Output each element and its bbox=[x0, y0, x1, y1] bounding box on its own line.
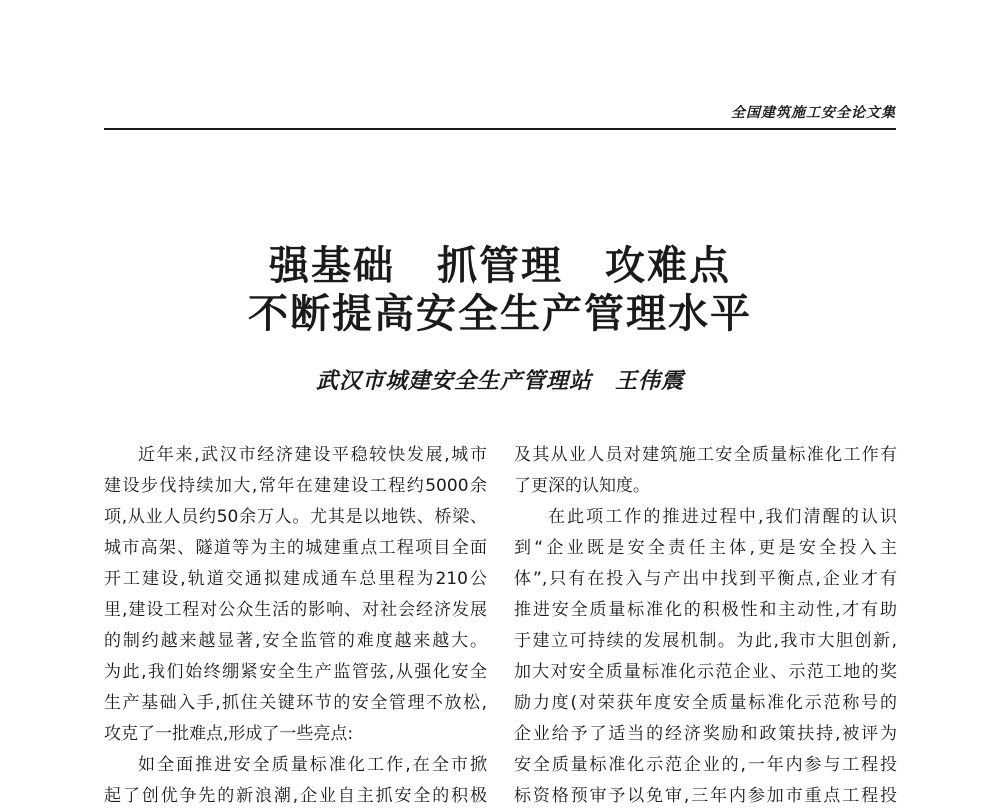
text-line: 项,从业人员约50余万人。尤其是以地铁、桥梁、 bbox=[104, 507, 487, 527]
left-column bbox=[104, 440, 487, 812]
text-line: 攻克了一批难点,形成了一些亮点: bbox=[104, 724, 354, 744]
text-line: 到“企业既是安全责任主体,更是安全投入主 bbox=[514, 538, 897, 558]
article-title-line-1: 强基础 抓管理 攻难点 bbox=[269, 243, 731, 289]
text-line: 如全面推进安全质量标准化工作,在全市掀 bbox=[138, 755, 487, 775]
author-byline: 武汉市城建安全生产管理站 王伟震 bbox=[315, 368, 684, 394]
text-line: 为此,我们始终绷紧安全生产监管弦,从强化安全 bbox=[104, 662, 487, 682]
text-line: 企业给予了适当的经济奖励和政策扶持,被评为 bbox=[514, 724, 897, 744]
header-rule bbox=[104, 128, 896, 130]
text-line: 生产基础入手,抓住关键环节的安全管理不放松, bbox=[104, 693, 487, 713]
running-header: 全国建筑施工安全论文集 bbox=[731, 105, 896, 121]
text-line: 近年来,武汉市经济建设平稳较快发展,城市 bbox=[138, 445, 487, 465]
text-line: 起了创优争先的新浪潮,企业自主抓安全的积极 bbox=[104, 786, 487, 806]
text-line: 标资格预审予以免审,三年内参加市重点工程投 bbox=[514, 786, 897, 806]
text-line: 及其从业人员对建筑施工安全质量标准化工作有 bbox=[514, 445, 897, 465]
text-line: 建设步伐持续加大,常年在建建设工程约5000余 bbox=[104, 476, 487, 496]
text-line: 了更深的认知度。 bbox=[514, 476, 650, 496]
text-line: 开工建设,轨道交通拟建成通车总里程为210公 bbox=[104, 569, 487, 589]
text-line: 里,建设工程对公众生活的影响、对社会经济发展 bbox=[104, 600, 487, 620]
text-line: 安全质量标准化示范企业的,一年内参与工程投 bbox=[514, 755, 897, 775]
text-line: 在此项工作的推进过程中,我们清醒的认识 bbox=[548, 507, 897, 527]
right-column bbox=[514, 440, 897, 812]
text-line: 推进安全质量标准化的积极性和主动性,才有助 bbox=[514, 600, 897, 620]
article-title-line-2: 不断提高安全生产管理水平 bbox=[248, 291, 752, 337]
text-line: 励力度(对荣获年度安全质量标准化示范称号的 bbox=[514, 693, 897, 713]
text-line: 加大对安全质量标准化示范企业、示范工地的奖 bbox=[514, 662, 897, 682]
text-line: 的制约越来越显著,安全监管的难度越来越大。 bbox=[104, 631, 487, 651]
text-line: 于建立可持续的发展机制。为此,我市大胆创新, bbox=[514, 631, 897, 651]
text-line: 体”,只有在投入与产出中找到平衡点,企业才有 bbox=[514, 569, 897, 589]
text-line: 城市高架、隧道等为主的城建重点工程项目全面 bbox=[104, 538, 487, 558]
